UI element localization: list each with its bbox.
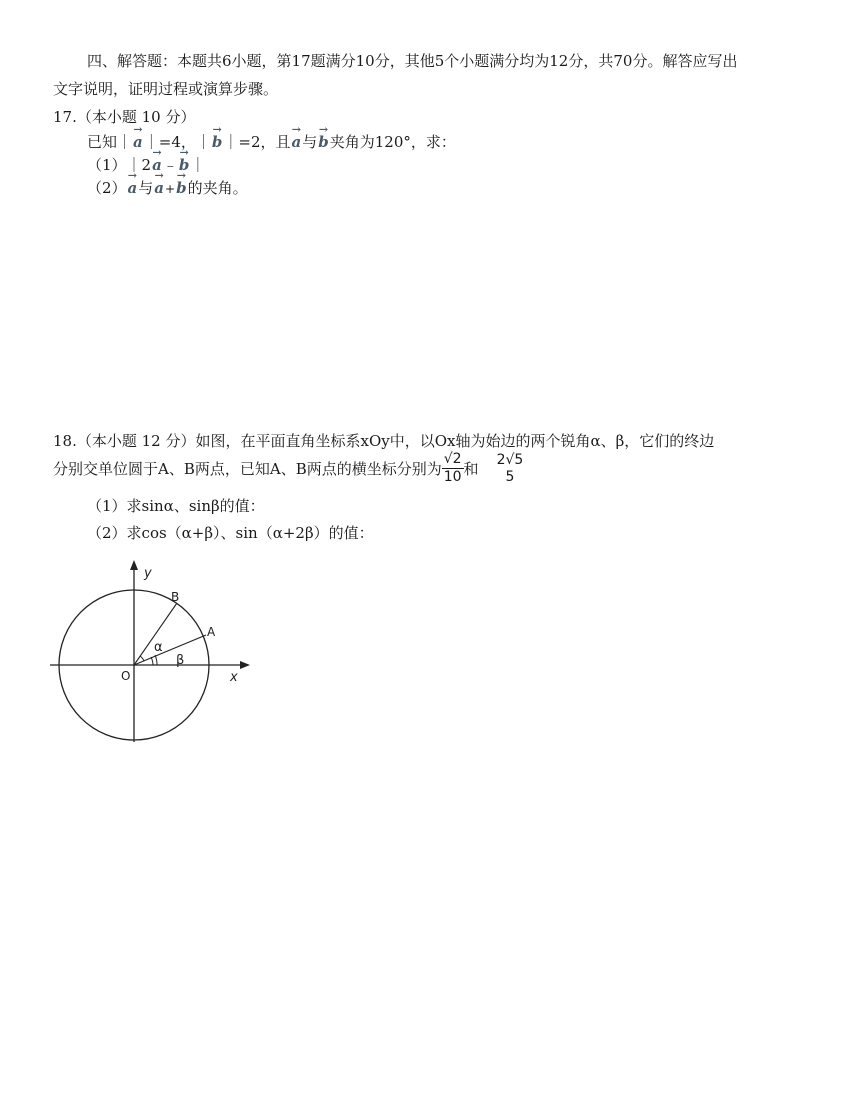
- vector-b: b →: [317, 131, 330, 153]
- q17-part2-suffix: 的夹角。: [187, 179, 248, 197]
- section-header-line2: 文字说明，证明过程或演算步骤。: [53, 80, 279, 98]
- vector-a: a →: [291, 131, 303, 153]
- q18-and: 和: [463, 460, 479, 478]
- q18-part1: （1）求sinα、sinβ的值：: [87, 497, 265, 515]
- q17-given: [87, 131, 456, 153]
- q17-given-part: 与: [302, 133, 318, 151]
- label-point-b: B: [171, 590, 180, 604]
- q17-given-part: 夹角为120°，求：: [329, 133, 456, 151]
- q18-line2: [53, 451, 525, 486]
- vector-a: a →: [132, 131, 144, 153]
- label-beta: β: [176, 653, 185, 668]
- q17-part2-plus: +: [165, 182, 176, 196]
- label-y: y: [144, 566, 152, 581]
- q17-part2: [87, 177, 248, 200]
- q18-line2-text: 分别交单位圆于A、B两点，已知A、B两点的横坐标分别为: [53, 460, 442, 478]
- vector-b: b →: [175, 177, 188, 199]
- q17-part1-minus: ﹣: [162, 156, 178, 174]
- q17-part1: [87, 154, 205, 176]
- q17-part2-with: 与: [138, 179, 154, 197]
- fraction-sqrt2-over-10: [442, 451, 464, 486]
- q17-part2-prefix: （2）: [87, 179, 127, 197]
- q18-part2: （2）求cos（α+β）、sin（α+2β）的值：: [87, 524, 374, 542]
- fraction-2sqrt5-over-5: [495, 452, 526, 486]
- x-axis-arrow: [240, 661, 250, 669]
- vector-b: b →: [178, 154, 191, 176]
- label-point-a: A: [207, 625, 216, 639]
- section-header-line1: 四、解答题：本题共6小题，第17题满分10分，其他5个小题满分均为12分，共70分。解答应写出: [87, 52, 738, 70]
- q17-given-part: 已知｜: [87, 133, 133, 151]
- fraction-denominator: 5: [505, 468, 515, 485]
- vector-a: a →: [127, 177, 139, 199]
- fraction-numerator: 2√5: [496, 451, 524, 468]
- label-origin: O: [121, 669, 131, 683]
- vector-b: b →: [211, 131, 224, 153]
- angle-alpha-arc: [140, 656, 144, 661]
- label-alpha: α: [154, 640, 163, 655]
- vector-a: a →: [151, 154, 163, 176]
- label-x: x: [230, 670, 238, 685]
- unit-circle-figure: [45, 555, 265, 755]
- angle-beta-arc: [155, 655, 157, 665]
- fraction-denominator: 10: [443, 469, 462, 485]
- q17-given-part: ｜=2，且: [223, 133, 291, 151]
- vector-a: a →: [153, 177, 165, 199]
- q17-part1-prefix: （1）｜2: [87, 156, 152, 174]
- q18-line1: 18.（本小题 12 分）如图，在平面直角坐标系xOy中，以Ox轴为始边的两个锐角α、β，它们的终边: [53, 432, 715, 450]
- q17-heading: 17.（本小题 10 分）: [53, 108, 196, 126]
- q17-part1-suffix: ｜: [190, 156, 206, 174]
- q17-given-part: ｜=4，｜: [143, 133, 211, 151]
- fraction-numerator: √2: [443, 451, 462, 467]
- y-axis-arrow: [130, 560, 138, 570]
- angle-beta-arc: [151, 657, 153, 665]
